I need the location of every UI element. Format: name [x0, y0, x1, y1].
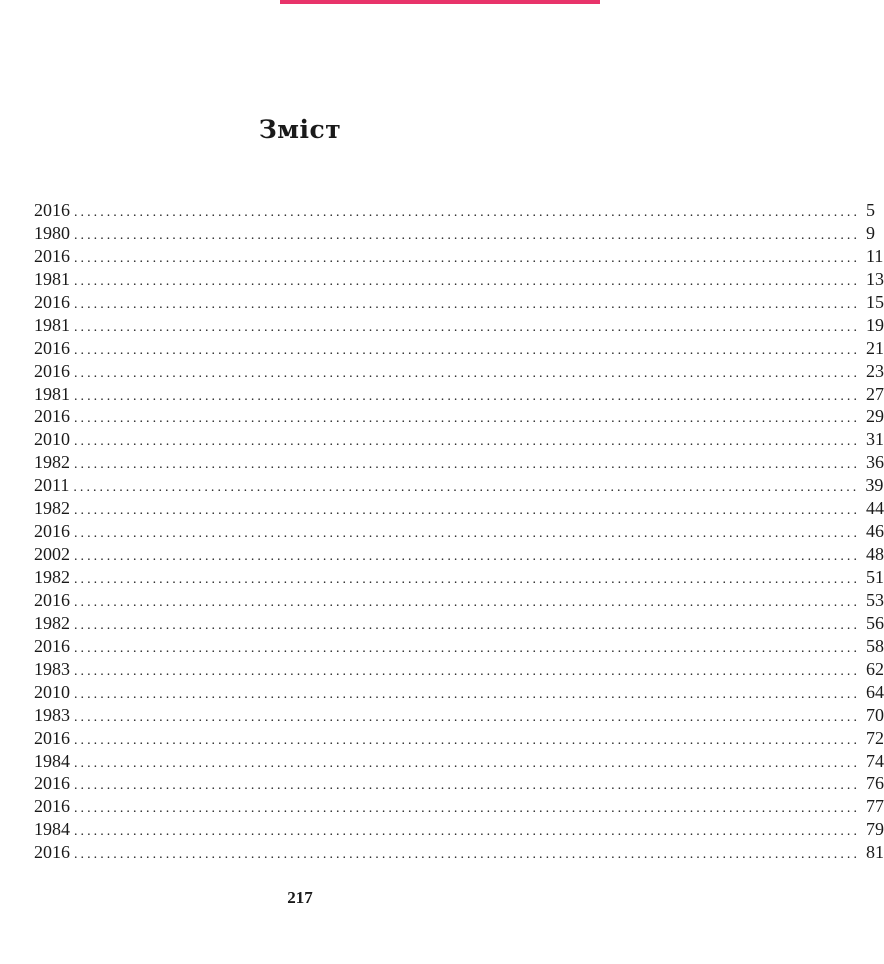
toc-entry [34, 222, 875, 245]
toc-entry-year: 2011 [34, 475, 70, 496]
toc-dot-leader: ........................................................................................................................ [74, 617, 860, 633]
toc-entry-page: 36 [866, 452, 884, 473]
toc-entry-year: 2010 [34, 681, 70, 702]
toc-entry [34, 451, 884, 474]
toc-entry-page: 62 [866, 658, 884, 679]
toc-entry-year: 1983 [34, 658, 70, 679]
toc-entry [34, 681, 884, 704]
toc-entry-year: 2016 [34, 796, 70, 817]
toc-entry-page: 15 [866, 291, 884, 312]
toc-entry-year: 1981 [34, 268, 70, 289]
toc-entry [34, 497, 884, 520]
toc-dot-leader: ........................................................................................................................ [74, 457, 860, 473]
toc-entry [34, 543, 884, 566]
toc-entry [34, 520, 884, 543]
toc-dot-leader: ........................................................................................................................ [74, 594, 860, 610]
toc-dot-leader: ........................................................................................................................ [74, 319, 860, 335]
toc-entry-page: 70 [866, 704, 884, 725]
toc-dot-leader: ........................................................................................................................ [74, 227, 860, 243]
page-title: Зміст [258, 114, 342, 144]
toc-entry-page: 77 [866, 796, 884, 817]
toc-dot-leader: ........................................................................................................................ [74, 709, 860, 725]
toc-entry [34, 727, 884, 750]
table-of-contents [34, 199, 884, 864]
toc-dot-leader: ........................................................................................................................ [74, 250, 860, 266]
toc-entry [34, 199, 875, 222]
toc-dot-leader: ........................................................................................................................ [74, 686, 860, 702]
toc-dot-leader: ........................................................................................................................ [74, 205, 860, 220]
toc-entry-page: 19 [866, 314, 884, 335]
toc-entry [34, 658, 884, 681]
toc-entry-page: 48 [866, 544, 884, 565]
toc-entry [34, 589, 884, 612]
toc-entry [34, 405, 884, 428]
toc-entry [34, 314, 884, 337]
toc-entry-year: 1982 [34, 612, 70, 633]
toc-dot-leader: ........................................................................................................................ [74, 273, 860, 289]
toc-entry-year: 2016 [34, 245, 70, 266]
toc-entry-year: 2016 [34, 727, 70, 748]
toc-entry-year: 2016 [34, 200, 70, 220]
toc-entry-page: 13 [866, 268, 884, 289]
toc-entry-page: 58 [866, 635, 884, 656]
toc-entry [34, 268, 884, 291]
toc-entry-page: 11 [866, 245, 884, 266]
toc-dot-leader: ........................................................................................................................ [74, 847, 860, 863]
toc-entry-page: 72 [866, 727, 884, 748]
toc-entry [34, 428, 884, 451]
toc-entry [34, 772, 884, 795]
toc-entry-page: 5 [866, 200, 875, 220]
toc-entry-year: 2016 [34, 337, 70, 358]
toc-entry-year: 2016 [34, 589, 70, 610]
toc-entry-page: 64 [866, 681, 884, 702]
toc-entry-page: 81 [866, 842, 884, 863]
toc-entry-page: 46 [866, 521, 884, 542]
toc-dot-leader: ........................................................................................................................ [74, 778, 860, 794]
toc-entry [34, 245, 884, 268]
toc-entry-page: 79 [866, 819, 884, 840]
toc-dot-leader: ........................................................................................................................ [74, 755, 860, 771]
toc-entry-page: 51 [866, 567, 884, 587]
toc-dot-leader: ........................................................................................................................ [74, 640, 860, 656]
toc-entry-page: 23 [866, 360, 884, 381]
toc-entry-year: 2016 [34, 521, 70, 542]
toc-entry-year: 1982 [34, 452, 70, 473]
toc-entry-page: 53 [866, 589, 884, 610]
toc-entry-year: 1984 [34, 750, 70, 771]
toc-entry-page: 76 [866, 773, 884, 794]
toc-dot-leader: ........................................................................................................................ [74, 526, 860, 542]
toc-entry-page: 21 [866, 337, 884, 358]
toc-dot-leader: ........................................................................................................................ [74, 296, 860, 312]
toc-entry-page: 39 [865, 475, 884, 496]
toc-entry-year: 2010 [34, 429, 70, 450]
toc-entry [34, 635, 884, 658]
toc-entry-year: 1980 [34, 222, 70, 243]
toc-dot-leader: ........................................................................................................................ [74, 411, 860, 427]
toc-entry [34, 612, 884, 635]
toc-entry-year: 1981 [34, 314, 70, 335]
toc-entry [34, 566, 884, 589]
toc-entry [34, 795, 884, 818]
toc-entry [34, 360, 884, 383]
toc-dot-leader: ........................................................................................................................ [74, 503, 860, 519]
toc-dot-leader: ........................................................................................................................ [74, 824, 860, 840]
toc-entry-year: 2016 [34, 406, 70, 427]
toc-dot-leader: ........................................................................................................................ [74, 801, 860, 817]
toc-entry-year: 2016 [34, 842, 70, 863]
toc-entry-year: 1984 [34, 819, 70, 840]
toc-entry-page: 27 [866, 383, 884, 404]
toc-entry [34, 818, 884, 841]
toc-entry [34, 291, 884, 314]
toc-dot-leader: ........................................................................................................................ [74, 365, 860, 381]
toc-entry-year: 1982 [34, 498, 70, 519]
toc-entry-year: 2016 [34, 291, 70, 312]
toc-dot-leader: ........................................................................................................................ [74, 663, 860, 679]
toc-entry [34, 383, 884, 406]
toc-entry [34, 750, 884, 773]
toc-entry [34, 474, 884, 497]
toc-entry-year: 1981 [34, 383, 70, 404]
toc-entry-page: 74 [866, 750, 884, 771]
page-edge-accent [280, 0, 600, 4]
toc-entry [34, 704, 884, 727]
toc-entry-page: 44 [866, 498, 884, 519]
toc-dot-leader: ........................................................................................................................ [74, 342, 860, 358]
toc-entry-year: 1982 [34, 567, 70, 587]
page-number: 217 [287, 888, 313, 907]
toc-dot-leader: ........................................................................................................................ [74, 572, 860, 587]
toc-entry [34, 841, 884, 864]
toc-entry-year: 2016 [34, 635, 70, 656]
toc-dot-leader: ........................................................................................................................ [74, 549, 860, 565]
toc-entry-year: 1983 [34, 704, 70, 725]
toc-dot-leader: ........................................................................................................................ [73, 480, 860, 496]
toc-entry-page: 29 [866, 406, 884, 427]
toc-entry-year: 2016 [34, 773, 70, 794]
toc-dot-leader: ........................................................................................................................ [74, 732, 860, 748]
toc-entry-year: 2016 [34, 360, 70, 381]
toc-entry-year: 2002 [34, 544, 70, 565]
toc-entry-page: 9 [866, 222, 875, 243]
toc-entry [34, 337, 884, 360]
toc-entry-page: 56 [866, 612, 884, 633]
toc-dot-leader: ........................................................................................................................ [74, 434, 860, 450]
toc-dot-leader: ........................................................................................................................ [74, 388, 860, 404]
toc-entry-page: 31 [866, 429, 884, 450]
